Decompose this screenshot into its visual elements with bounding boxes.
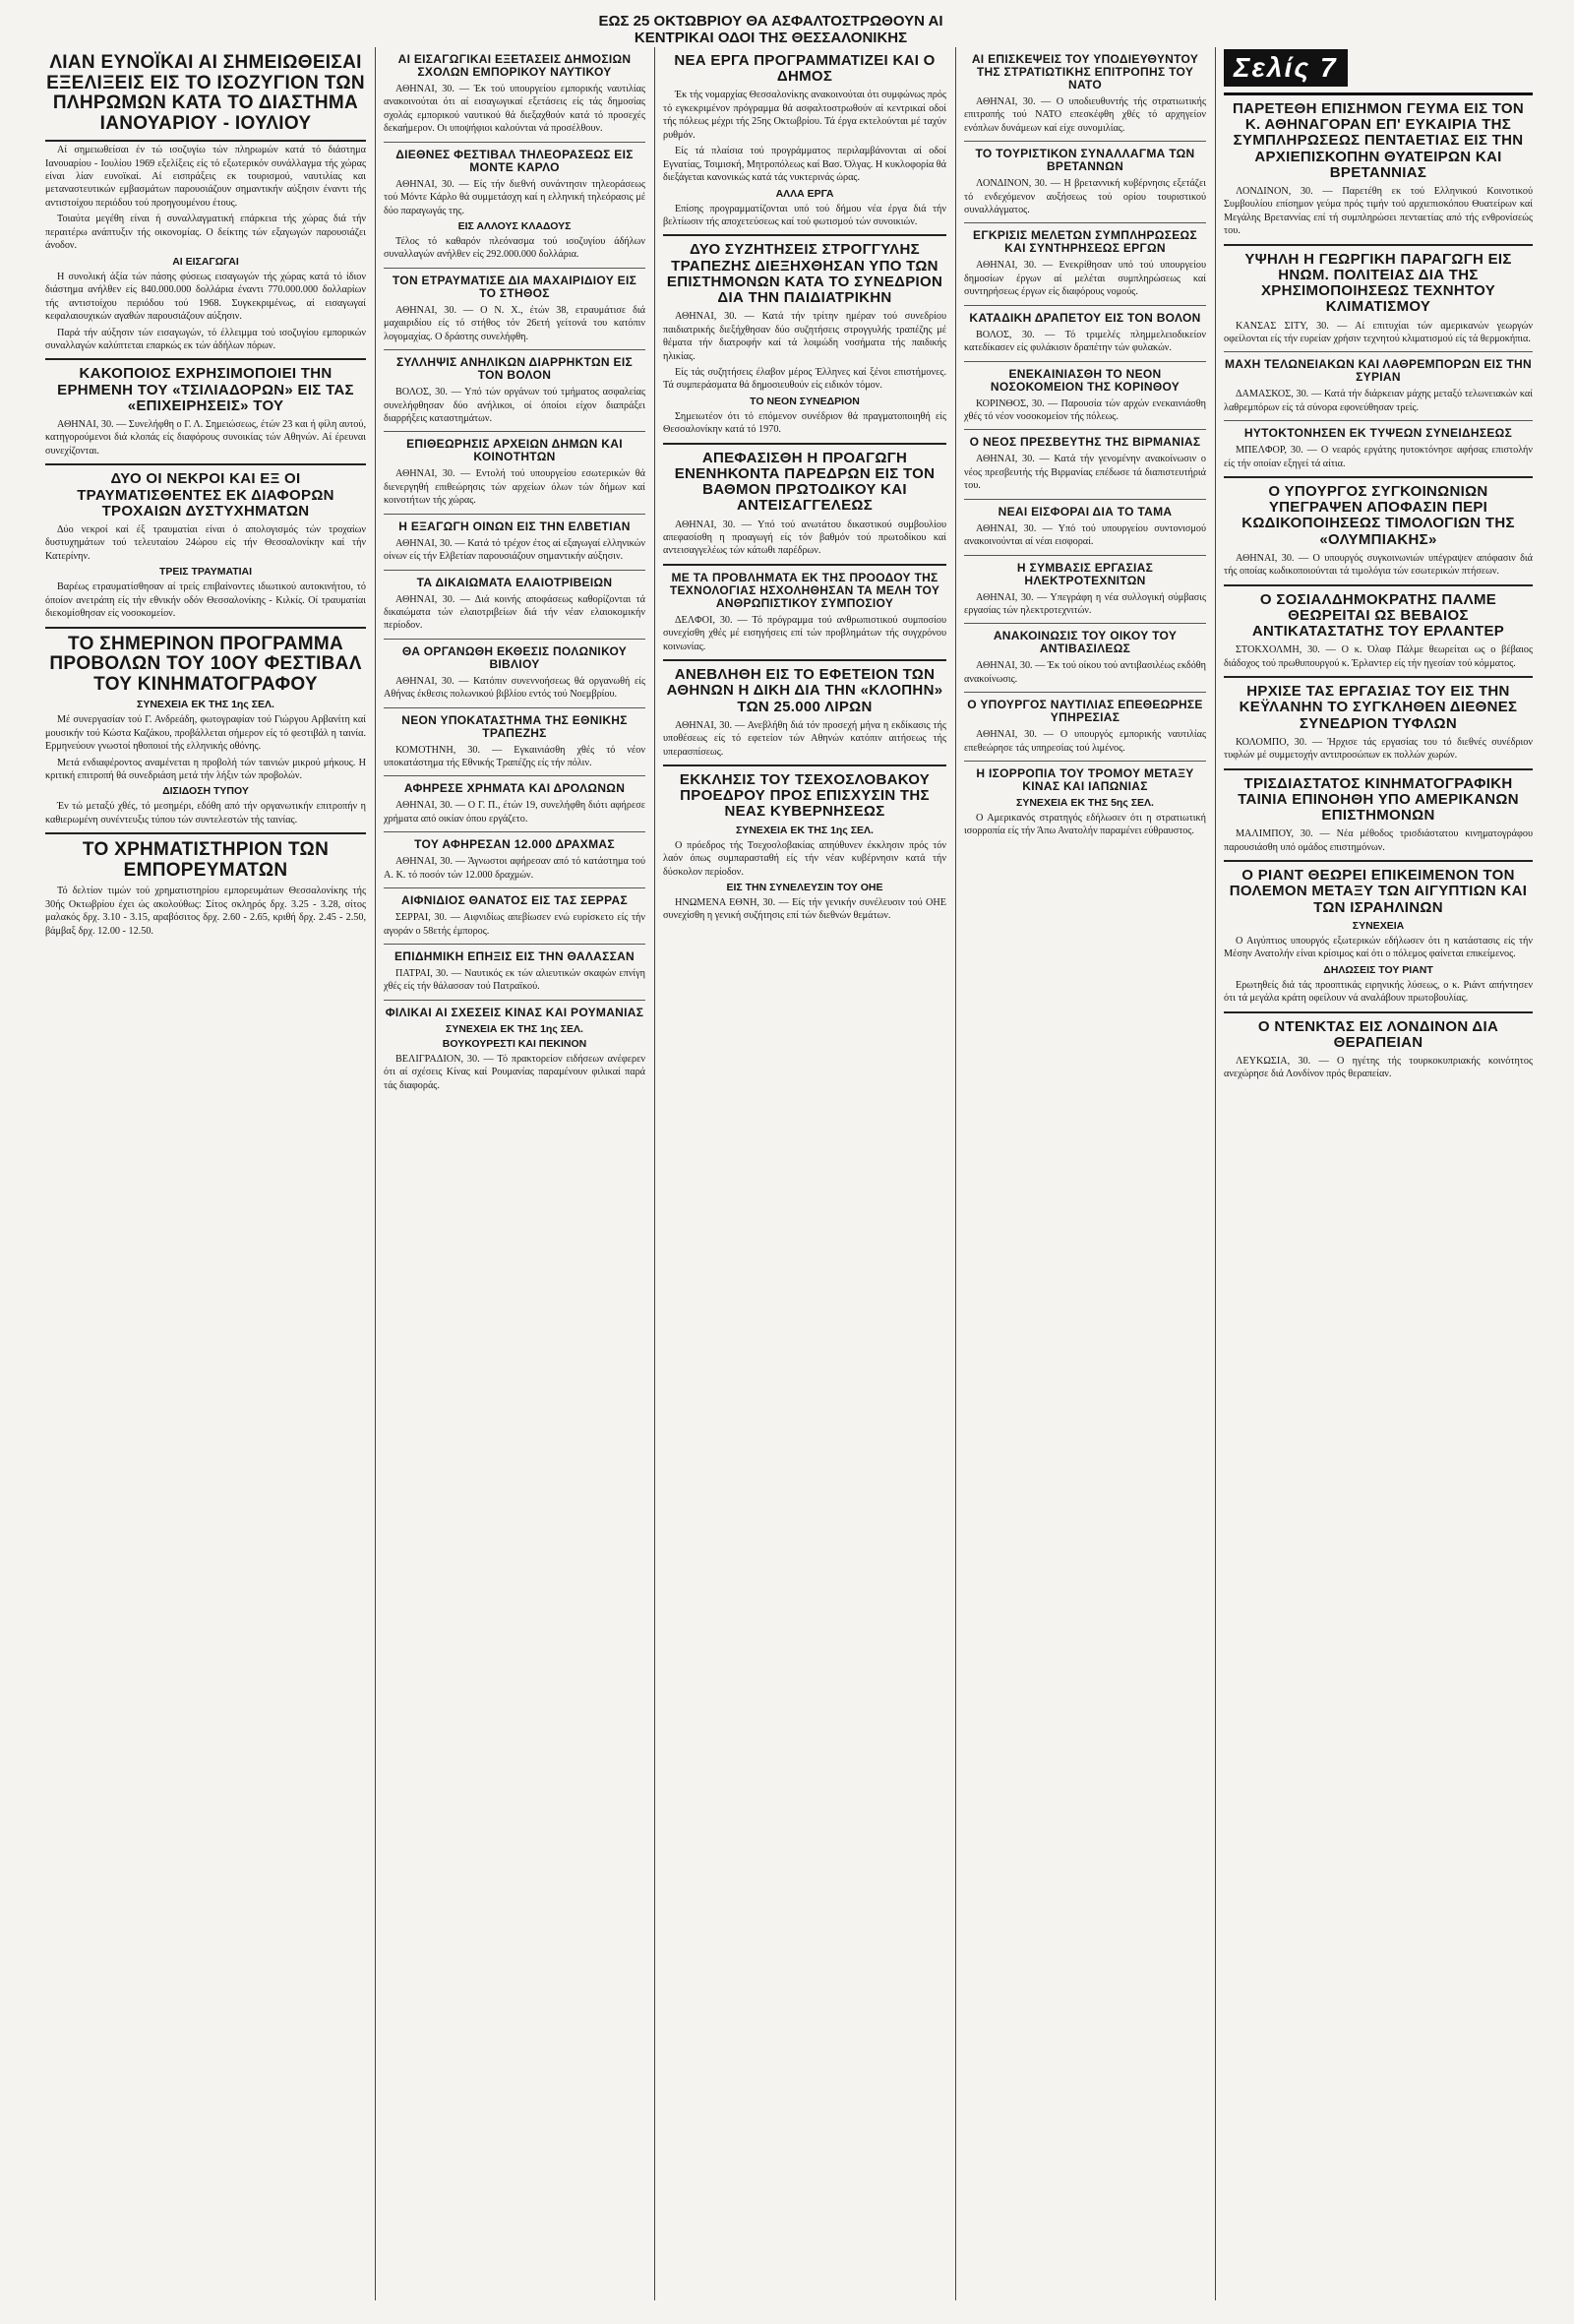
divider [964,692,1206,693]
article-headline: ΔΥΟ ΣΥΖΗΤΗΣΕΙΣ ΣΤΡΟΓΓΥΛΗΣ ΤΡΑΠΕΖΗΣ ΔΙΕΞΗΧΘΗΣΑΝ ΥΠΟ ΤΩΝ ΕΠΙΣΤΗΜΟΝΩΝ ΚΑΤΑ ΤΟ ΣΥΝΕΔΡΙΟΝ ΔΙΑ ΤΗΝ ΠΑΙΔΙΑΤΡΙΚΗΝ [666,241,943,307]
divider [964,429,1206,430]
article-headline: ΤΟΝ ΕΤΡΑΥΜΑΤΙΣΕ ΔΙΑ ΜΑΧΑΙΡΙΔΙΟΥ ΕΙΣ ΤΟ ΣΤΗΘΟΣ [392,273,637,300]
divider [1224,768,1533,770]
article-headline: ΜΕ ΤΑ ΠΡΟΒΛΗΜΑΤΑ ΕΚ ΤΗΣ ΠΡΟΟΔΟΥ ΤΗΣ ΤΕΧΝΟΛΟΓΙΑΣ ΗΣΧΟΛΗΘΗΣΑΝ ΤΑ ΜΕΛΗ ΤΟΥ ΑΝΘΡΩΠΙΣΤΙΚΟΥ ΣΥΜΠΟΣΙΟΥ [669,570,940,610]
article-body: Σημειωτέον ότι τό επόμενον συνέδριον θά πραγματοποιηθή είς Θεσσαλονίκην κατά τό 1970. [663,410,946,436]
divider [1224,476,1533,478]
section-subhead: ΑΛΛΑ ΕΡΓΑ [775,187,834,200]
article-body: Ο Αιγύπτιος υπουργός εξωτερικών εδήλωσεν ότι η κατάστασις είς τήν Μέσην Ανατολήν είναι κρίσιμος καί ότι ο πόλεμος φαίνεται επικείμενος. [1224,935,1533,960]
article-headline: Ο ΣΟΣΙΑΛΔΗΜΟΚΡΑΤΗΣ ΠΑΛΜΕ ΘΕΩΡΕΙΤΑΙ ΩΣ ΒΕΒΑΙΟΣ ΑΝΤΙΚΑΤΑΣΤΑΤΗΣ ΤΟΥ ΕΡΛΑΝΤΕΡ [1251,590,1505,641]
divider [1224,351,1533,352]
article-body: ΑΘΗΝΑΙ, 30. — Ανεβλήθη διά τόν προσεχή μήνα η εκδίκασις τής υποθέσεως είς τό εφετείον τών Αθηνών κατόπιν αιτήσεως τής υπερασπίσεως. [663,719,946,758]
column-5 [1218,47,1539,2300]
article-headline: ΤΟ ΧΡΗΜΑΤΙΣΤΗΡΙΟΝ ΤΩΝ ΕΜΠΟΡΕΥΜΑΤΩΝ [82,839,330,881]
section-subhead: ΒΟΥΚΟΥΡΕΣΤΙ ΚΑΙ ΠΕΚΙΝΟΝ [442,1037,587,1050]
article-headline: ΕΠΙΔΗΜΙΚΗ ΕΠΗΞΙΣ ΕΙΣ ΤΗΝ ΘΑΛΑΣΣΑΝ [394,949,636,964]
article-body: Ο πρόεδρος τής Τσεχοσλοβακίας απηύθυνεν έκκλησιν πρός τόν λαόν όπως συμπαρασταθή είς τήν νέαν κυβέρνησιν κατά τήν δύσκολον περίοδον. [663,839,946,878]
divider [663,443,946,445]
article-body: ΚΟΛΟΜΠΟ, 30. — Ήρχισε τάς εργασίας του τό διεθνές συνέδριον τυφλών μέ συμμετοχήν αντιπροσώπων εκ πολλών χωρών. [1224,736,1533,762]
article-headline: Ο ΥΠΟΥΡΓΟΣ ΝΑΥΤΙΛΙΑΣ ΕΠΕΘΕΩΡΗΣΕ ΥΠΗΡΕΣΙΑΣ [967,698,1203,725]
article-body: ΛΟΝΔΙΝΟΝ, 30. — Η βρεταννική κυβέρνησις εξετάζει τό ενδεχόμενον αυξήσεως τού ορίου τουριστικού συναλλάγματος. [964,178,1206,216]
article-headline: ΝΕΑΙ ΕΙΣΦΟΡΑΙ ΔΙΑ ΤΟ ΤΑΜΑ [998,504,1173,519]
article-body: Είς τά πλαίσια τού προγράμματος περιλαμβάνονται αί οδοί Εγνατίας, Τσιμισκή, Μητροπόλεως καί Βασ. Όλγας. Η κυκλοφορία θά διεξάγεται κανονικώς κατά τάς νυκτερινάς ώρας. [663,146,946,184]
divider [45,832,366,834]
divider [384,775,645,776]
article-headline: ΑΦΗΡΕΣΕ ΧΡΗΜΑΤΑ ΚΑΙ ΔΡΟΛΩΝΩΝ [403,781,626,796]
column-divider [654,47,655,2300]
article-body: ΔΕΛΦΟΙ, 30. — Τό πρόγραμμα τού ανθρωπιστικού συμποσίου συνεχίσθη χθές μέ εισηγήσεις επί τών προβλημάτων τής συγχρόνου κοινωνίας. [663,614,946,652]
article-body: ΑΘΗΝΑΙ, 30. — Συνελήφθη ο Γ. Λ. Σημειώσεως, έτών 23 και ή φίλη αυτού, κατηγορούμενοι διά κλοπάς είς διαφόρους συνοικίας τών Αθηνών. Αί έρευναι συνεχίζονται. [45,418,366,457]
divider [384,1000,645,1001]
article-body: ΑΘΗΝΑΙ, 30. — Ενεκρίθησαν υπό τού υπουργείου δημοσίων έργων αί μελέται συμπληρώσεως καί συντηρήσεως έργων είς διαφόρους νομούς. [964,260,1206,298]
divider [1224,1011,1533,1013]
column-divider [375,47,376,2300]
divider [384,431,645,432]
article-body: Δύο νεκροί καί έξ τραυματίαι είναι ό απολογισμός τών τροχαίων δυστυχημάτων τού τελευταίου 24ώρου είς τήν Θεσσαλονίκην καί τήν Κατερίνην. [45,523,366,562]
article-body: Ο Αμερικανός στρατηγός εδήλωσεν ότι η στρατιωτική ισορροπία είς τήν Άπω Ανατολήν παραμένει εύθραυστος. [964,812,1206,837]
article-body: Έκ τής νομαρχίας Θεσσαλονίκης ανακοινούται ότι συμφώνως πρός τό εγκεκριμένον πρόγραμμα θά ασφαλτοστρωθούν αί κεντρικαί οδοί τής πόλεως μέχρι τής 25ης Οκτωβρίου. Τά έργα εκτελούνται μέ ταχύν ρυθμόν. [663,90,946,141]
divider [384,570,645,571]
article-body: ΑΘΗΝΑΙ, 30. — Είς τήν διεθνή συνάντησιν τηλεοράσεως τού Μόντε Κάρλο θά συμμετάσχη καί η ελληνική τηλεόρασις μέ δύο παραγωγάς της. [384,178,645,216]
article-body: ΑΘΗΝΑΙ, 30. — Κατά τήν τρίτην ημέραν τού συνεδρίου παιδιατρικής διεξήχθησαν δύο συζητήσεις στρογγυλής τραπέζης μέ θέματα τήν διατροφήν καί τά λοιμώδη νοσήματα τής παιδικής ηλικίας. [663,311,946,362]
article-body: ΛΕΥΚΩΣΙΑ, 30. — Ο ηγέτης τής τουρκοκυπριακής κοινότητος ανεχώρησε διά Λονδίνον πρός θεραπείαν. [1224,1055,1533,1080]
article-body: ΚΟΜΟΤΗΝΗ, 30. — Εγκαινιάσθη χθές τό νέον υποκατάστημα τής Εθνικής Τραπέζης είς τήν πόλιν. [384,744,645,769]
article-headline: Η ΙΣΟΡΡΟΠΙΑ ΤΟΥ ΤΡΟΜΟΥ ΜΕΤΑΞΥ ΚΙΝΑΣ ΚΑΙ ΙΑΠΩΝΙΑΣ [976,766,1194,793]
article-body: Αί σημειωθείσαι έν τώ ισοζυγίω τών πληρωμών κατά τό διάστημα Ιανουαρίου - Ιουλίου 1969 εξελίξεις είς τό εξωτερικόν συνάλλαγμα τής χώρας είναι λίαν ευνοϊκαί. Αί εισπράξεις εκ τουρισμού, ναυτιλίας και μεταναστευτικών εμβασμάτων παρουσιάζουν σημαντικήν αύξησιν έναντι τής αντιστοίχου περιόδου τού προηγουμένου έτους. [45,145,366,209]
divider [384,707,645,708]
article-body: ΚΑΝΣΑΣ ΣΙΤΥ, 30. — Αί επιτυχίαι τών αμερικανών γεωργών οφείλονται είς τήν ευρείαν χρήσιν τεχνητού κλιματισμού είς τά θερμοκήπια. [1224,320,1533,344]
article-body: Τέλος τό καθαρόν πλεόνασμα τού ισοζυγίου άδήλων συναλλαγών ανήλθεν είς 292.000.000 δολλάρια. [384,235,645,261]
article-body: ΣΕΡΡΑΙ, 30. — Αιφνιδίως απεβίωσεν ενώ ευρίσκετο είς τήν αγοράν ο 58ετής έμπορος. [384,912,645,937]
article-headline: Η ΣΥΜΒΑΣΙΣ ΕΡΓΑΣΙΑΣ ΗΛΕΚΤΡΟΤΕΧΝΙΤΩΝ [1016,560,1154,587]
divider [663,764,946,766]
column-3 [657,47,952,2300]
article-body: Ερωτηθείς διά τάς προοπτικάς ειρηνικής λύσεως, ο κ. Ριάντ απήντησεν ότι τά μεγάλα κράτη οφείλουν νά αναλάβουν πρωτοβουλίας. [1224,979,1533,1005]
section-subhead: ΔΙΣΙΔΟΣΗ ΤΥΠΟΥ [162,785,249,798]
column-4 [958,47,1212,2300]
article-headline: ΕΓΚΡΙΣΙΣ ΜΕΛΕΤΩΝ ΣΥΜΠΛΗΡΩΣΕΩΣ ΚΑΙ ΣΥΝΤΗΡΗΣΕΩΣ ΕΡΓΩΝ [973,228,1197,256]
article-headline: ΛΙΑΝ ΕΥΝΟΪΚΑΙ ΑΙ ΣΗΜΕΙΩΘΕΙΣΑΙ ΕΞΕΛΙΞΕΙΣ ΕΙΣ ΤΟ ΙΣΟΖΥΓΙΟΝ ΤΩΝ ΠΛΗΡΩΜΩΝ ΚΑΤΑ ΤΟ ΔΙΑΣΤΗΜΑ ΙΑΝΟΥΑΡΙΟΥ - ΙΟΥΛΙΟΥ [46,52,365,134]
article-headline: ΤΑ ΔΙΚΑΙΩΜΑΤΑ ΕΛΑΙΟΤΡΙΒΕΙΩΝ [416,575,613,589]
divider [384,349,645,350]
article-headline: ΑΝΕΒΛΗΘΗ ΕΙΣ ΤΟ ΕΦΕΤΕΙΟΝ ΤΩΝ ΑΘΗΝΩΝ Η ΔΙΚΗ ΔΙΑ ΤΗΝ «ΚΛΟΠΗΝ» ΤΩΝ 25.000 ΛΙΡΩΝ [666,666,943,715]
article-body: ΑΘΗΝΑΙ, 30. — Ο υπουργός εμπορικής ναυτιλίας επεθεώρησε τάς υπηρεσίας τού λιμένος. [964,729,1206,754]
continuation-note: ΣΥΝΕΧΕΙΑ ΕΚ ΤΗΣ 1ης ΣΕΛ. [137,699,274,711]
article-headline: Ο ΝΤΕΝΚΤΑΣ ΕΙΣ ΛΟΝΔΙΝΟΝ ΔΙΑ ΘΕΡΑΠΕΙΑΝ [1257,1017,1499,1051]
article-headline: ΚΑΤΑΔΙΚΗ ΔΡΑΠΕΤΟΥ ΕΙΣ ΤΟΝ ΒΟΛΟΝ [969,310,1201,325]
article-body: ΗΝΩΜΕΝΑ ΕΘΝΗ, 30. — Είς τήν γενικήν συνέλευσιν τού ΟΗΕ συνεχίσθη η γενική συζήτησις επί τών διεθνών θεμάτων. [663,897,946,922]
article-body: Επίσης προγραμματίζονται υπό τού δήμου νέα έργα διά τήν βελτίωσιν τής αποχετεύσεως καί τού φωτισμού τών συνοικιών. [663,203,946,227]
divider [964,305,1206,306]
article-body: ΑΘΗΝΑΙ, 30. — Υπεγράφη η νέα συλλογική σύμβασις εργασίας τών ηλεκτροτεχνιτών. [964,591,1206,616]
article-body: Μέ συνεργασίαν τού Γ. Ανδρεάδη, φωτογραφίαν τού Γιώργου Αρβανίτη καί μουσικήν τού Κώστα Καζάκου, προβάλλεται σήμερον είς τό φεστιβάλ η ταινία. Ερμηνεύουν γνωστοί ηθοποιοί τής ελληνικής οθόνης. [45,714,366,753]
column-divider [1215,47,1216,2300]
article-headline: ΔΥΟ ΟΙ ΝΕΚΡΟΙ ΚΑΙ ΕΞ ΟΙ ΤΡΑΥΜΑΤΙΣΘΕΝΤΕΣ ΕΚ ΔΙΑΦΟΡΩΝ ΤΡΟΧΑΙΩΝ ΔΥΣΤΥΧΗΜΑΤΩΝ [77,470,334,520]
divider [663,234,946,236]
article-body: ΜΑΛΙΜΠΟΥ, 30. — Νέα μέθοδος τρισδιάστατου κινηματογράφου παρουσιάσθη υπό ομάδος επιστημόνων. [1224,828,1533,853]
article-headline: ΣΥΛΛΗΨΙΣ ΑΝΗΛΙΚΩΝ ΔΙΑΡΡΗΚΤΩΝ ΕΙΣ ΤΟΝ ΒΟΛΟΝ [396,355,633,383]
divider [45,140,366,142]
divider [384,639,645,640]
article-headline: ΔΙΕΘΝΕΣ ΦΕΣΤΙΒΑΛ ΤΗΛΕΟΡΑΣΕΩΣ ΕΙΣ ΜΟΝΤΕ ΚΑΡΛΟ [395,147,634,174]
article-headline: Ο ΡΙΑΝΤ ΘΕΩΡΕΙ ΕΠΙΚΕΙΜΕΝΟΝ ΤΟΝ ΠΟΛΕΜΟΝ ΜΕΤΑΞΥ ΤΩΝ ΑΙΓΥΠΤΙΩΝ ΚΑΙ ΤΩΝ ΙΣΡΑΗΛΙΝΩΝ [1229,867,1528,916]
column-1 [39,47,372,2300]
article-body: Μετά ενδιαφέροντος αναμένεται η προβολή τών ταινιών μικρού μήκους. Η κριτική επιτροπή θά συνεδριάση μετά τήν λήξιν τών προβολών. [45,757,366,781]
divider [45,463,366,465]
divider [964,499,1206,500]
article-body: ΒΕΛΙΓΡΑΔΙΟΝ, 30. — Τό πρακτορείον ειδήσεων ανέφερεν ότι αί σχέσεις Κίνας καί Ρουμανίας παραμένουν φιλικαί παρά τάς διαφοράς. [384,1053,645,1091]
divider [384,944,645,945]
article-body: Τό δελτίον τιμών τού χρηματιστηρίου εμπορευμάτων Θεσσαλονίκης τής 30ής Οκτωβρίου έχει ώς ακολούθως: Σίτος σκληρός δρχ. 3.25 - 3.28, σίτος μαλακός δρχ. 3.10 - 3.15, αραβόσιτος δρχ. 2.60 - 2.65, κριθή δρχ. 2.45 - 2.50, βάμβαξ δρχ. 12.00 - 12.50. [45,886,366,937]
article-body: ΑΘΗΝΑΙ, 30. — Άγνωστοι αφήρεσαν από τό κατάστημα τού Α. Κ. τό ποσόν τών 12.000 δραχμών. [384,856,645,881]
divider [964,623,1206,624]
article-headline: ΤΟ ΣΗΜΕΡΙΝΟΝ ΠΡΟΓΡΑΜΜΑ ΠΡΟΒΟΛΩΝ ΤΟΥ 10ΟΥ ΦΕΣΤΙΒΑΛ ΤΟΥ ΚΙΝΗΜΑΤΟΓΡΑΦΟΥ [49,633,362,695]
divider [45,627,366,629]
article-headline: ΠΑΡΕΤΕΘΗ ΕΠΙΣΗΜΟΝ ΓΕΥΜΑ ΕΙΣ ΤΟΝ Κ. ΑΘΗΝΑΓΟΡΑΝ ΕΠ' ΕΥΚΑΙΡΙΑ ΤΗΣ ΣΥΜΠΛΗΡΩΣΕΩΣ ΠΕΝΤΑΕΤΙΑΣ ΕΙΣ ΤΗΝ ΑΡΧΙΕΠΙΣΚΟΠΗΝ ΘΥΑΤΕΙΡΩΝ ΚΑΙ ΒΡΕΤΑΝΝΙΑΣ [1232,100,1525,181]
divider [1224,92,1533,95]
article-body: ΑΘΗΝΑΙ, 30. — Ο Γ. Π., έτών 19, συνελήφθη διότι αφήρεσε χρήματα από οικίαν όπου εργάζετο. [384,800,645,825]
article-body: Είς τάς συζητήσεις έλαβον μέρος Έλληνες καί ξένοι επιστήμονες. Τά συμπεράσματα θά δημοσιευθούν είς ειδικόν τόμον. [663,367,946,392]
article-body: ΜΠΕΛΦΟΡ, 30. — Ο νεαρός εργάτης ηυτοκτόνησε αφήσας επιστολήν είς τήν οποίαν εξηγεί τά αίτια. [1224,445,1533,469]
article-body: ΑΘΗΝΑΙ, 30. — Κατόπιν συνεννοήσεως θά οργανωθή είς Αθήνας έκθεσις πολωνικού βιβλίου εντός τού Νοεμβρίου. [384,675,645,701]
divider [1224,860,1533,862]
article-headline: ΥΨΗΛΗ Η ΓΕΩΡΓΙΚΗ ΠΑΡΑΓΩΓΗ ΕΙΣ ΗΝΩΜ. ΠΟΛΙΤΕΙΑΣ ΔΙΑ ΤΗΣ ΧΡΗΣΙΜΟΠΟΙΗΣΕΩΣ ΤΕΧΝΗΤΟΥ ΚΛΙΜΑΤΙΣΜΟΥ [1244,250,1512,316]
divider [663,659,946,661]
article-body: ΔΑΜΑΣΚΟΣ, 30. — Κατά τήν διάρκειαν μάχης μεταξύ τελωνειακών καί λαθρεμπόρων είς τά σύνορα εφονεύθησαν τρείς. [1224,389,1533,413]
section-subhead: ΤΟ ΝΕΟΝ ΣΥΝΕΔΡΙΟΝ [750,395,860,407]
section-subhead: ΑΙ ΕΙΣΑΓΩΓΑΙ [172,255,239,268]
divider [964,361,1206,362]
article-headline: Ο ΥΠΟΥΡΓΟΣ ΣΥΓΚΟΙΝΩΝΙΩΝ ΥΠΕΓΡΑΨΕΝ ΑΠΟΦΑΣΙΝ ΠΕΡΙ ΚΩΔΙΚΟΠΟΙΗΣΕΩΣ ΤΙΜΟΛΟΓΙΩΝ ΤΗΣ «ΟΛΥΜΠΙΑΚΗΣ» [1241,483,1515,548]
article-headline: ΑΠΕΦΑΣΙΣΘΗ Η ΠΡΟΑΓΩΓΗ ΕΝΕΝΗΚΟΝΤΑ ΠΑΡΕΔΡΩΝ ΕΙΣ ΤΟΝ ΒΑΘΜΟΝ ΠΡΩΤΟΔΙΚΟΥ ΚΑΙ ΑΝΤΕΙΣΑΓΓΕΛΕΩΣ [674,449,936,515]
continuation-note: ΣΥΝΕΧΕΙΑ ΕΚ ΤΗΣ 1ης ΣΕΛ. [736,824,874,836]
article-body: ΑΘΗΝΑΙ, 30. — Υπό τού υπουργείου συντονισμού ανακοινούνται αί νέαι εισφοραί. [964,522,1206,548]
article-body: ΛΟΝΔΙΝΟΝ, 30. — Παρετέθη εκ τού Ελληνικού Κοινοτικού Συμβουλίου επίσημον γεύμα πρός τιμήν τού αρχιεπισκόπου Θυατείρων καί Μεγάλης Βρεταννίας επί τή συμπληρώσει πενταετίας από τής ενθρονίσεώς του. [1224,185,1533,237]
article-body: ΑΘΗΝΑΙ, 30. — Εντολή τού υπουργείου εσωτερικών θά διενεργηθή επιθεώρησις τών αρχείων όλων τών δήμων καί κοινοτήτων τής χώρας. [384,468,645,507]
article-headline: ΑΝΑΚΟΙΝΩΣΙΣ ΤΟΥ ΟΙΚΟΥ ΤΟΥ ΑΝΤΙΒΑΣΙΛΕΩΣ [993,629,1178,656]
article-headline: ΗΡΧΙΣΕ ΤΑΣ ΕΡΓΑΣΙΑΣ ΤΟΥ ΕΙΣ ΤΗΝ ΚΕΫΛΑΝΗΝ ΤΟ ΣΥΓΚΛΗΘΕΝ ΔΙΕΘΝΕΣ ΣΥΝΕΔΡΙΟΝ ΤΥΦΛΩΝ [1239,683,1518,732]
article-body: ΑΘΗΝΑΙ, 30. — Ο υποδιευθυντής τής στρατιωτικής επιτροπής τού ΝΑΤΟ επεσκέφθη χθές τό αρχηγείον ενόπλων δυνάμεων καί είχε συνομιλίας. [964,95,1206,134]
article-body: Παρά τήν αύξησιν τών εισαγωγών, τό έλλειμμα τού ισοζυγίου εμπορικών συναλλαγών καλύπτεται επαρκώς εκ τών άδήλων πόρων. [45,327,366,351]
article-headline: ΕΚΚΛΗΣΙΣ ΤΟΥ ΤΣΕΧΟΣΛΟΒΑΚΟΥ ΠΡΟΕΔΡΟΥ ΠΡΟΣ ΕΠΙΣΧΥΣΙΝ ΤΗΣ ΝΕΑΣ ΚΥΒΕΡΝΗΣΕΩΣ [679,771,931,821]
column-2 [378,47,651,2300]
banner-headline: ΕΩΣ 25 ΟΚΤΩΒΡΙΟΥ ΘΑ ΑΣΦΑΛΤΟΣΤΡΩΘΟΥΝ ΑΙ ΚΕΝΤΡΙΚΑΙ ΟΔΟΙ ΤΗΣ ΘΕΣΣΑΛΟΝΙΚΗΣ [598,13,943,46]
divider [1224,676,1533,678]
article-body: ΑΘΗΝΑΙ, 30. — Έκ τού υπουργείου εμπορικής ναυτιλίας ανακοινούται ότι αί εισαγωγικαί εξετάσεις είς τάς δημοσίας σχολάς εμπορικού ναυτικού θά διεξαχθούν κατά τό προσεχές δεκαήμερον. Οι υποψήφιοι καλούνται νά προσέλθουν. [384,83,645,135]
article-body: ΑΘΗΝΑΙ, 30. — Υπό τού ανωτάτου δικαστικού συμβουλίου απεφασίσθη η προαγωγή είς τόν βαθμόν τού πρωτοδίκου καί αντεισαγγελέως τών κάτωθι παρέδρων. [663,519,946,557]
divider [384,887,645,888]
column-divider [955,47,956,2300]
article-headline: ΚΑΚΟΠΟΙΟΣ ΕΧΡΗΣΙΜΟΠΟΙΕΙ ΤΗΝ ΕΡΗΜΕΝΗ ΤΟΥ «ΤΣΙΛΙΑΔΟΡΩΝ» ΕΙΣ ΤΑΣ «ΕΠΙΧΕΙΡΗΣΕΙΣ» ΤΟΥ [57,365,354,414]
article-headline: ΤΟ ΤΟΥΡΙΣΤΙΚΟΝ ΣΥΝΑΛΛΑΓΜΑ ΤΩΝ ΒΡΕΤΑΝΝΩΝ [975,147,1195,174]
continuation-note: ΣΥΝΕΧΕΙΑ [1352,919,1405,932]
divider [1224,420,1533,421]
article-headline: ΜΑΧΗ ΤΕΛΩΝΕΙΑΚΩΝ ΚΑΙ ΛΑΘΡΕΜΠΟΡΩΝ ΕΙΣ ΤΗΝ ΣΥΡΙΑΝ [1225,357,1532,385]
article-body: ΑΘΗΝΑΙ, 30. — Κατά τήν γενομένην ανακοίνωσιν ο νέος πρεσβευτής τής Βιρμανίας επέδωσε τά διαπιστευτήριά του. [964,454,1206,492]
article-body: ΑΘΗΝΑΙ, 30. — Έκ τού οίκου τού αντιβασιλέως εκδόθη ανακοίνωσις. [964,660,1206,685]
article-headline: ΤΡΙΣΔΙΑΣΤΑΤΟΣ ΚΙΝΗΜΑΤΟΓΡΑΦΙΚΗ ΤΑΙΝΙΑ ΕΠΙΝΟΗΘΗ ΥΠΟ ΑΜΕΡΙΚΑΝΩΝ ΕΠΙΣΤΗΜΟΝΩΝ [1238,774,1519,825]
article-body: ΑΘΗΝΑΙ, 30. — Ο υπουργός συγκοινωνιών υπέγραψεν απόφασιν διά τής οποίας κωδικοποιούνται τά τιμολόγια τών εσωτερικών πτήσεων. [1224,552,1533,578]
divider [964,222,1206,223]
divider [384,514,645,515]
article-headline: ΑΙΦΝΙΔΙΟΣ ΘΑΝΑΤΟΣ ΕΙΣ ΤΑΣ ΣΕΡΡΑΣ [401,893,628,908]
divider [45,358,366,360]
article-body: ΒΟΛΟΣ, 30. — Τό τριμελές πλημμελειοδικείον κατεδίκασεν είς φυλάκισιν δραπέτην τών φυλακών. [964,329,1206,354]
divider [384,268,645,269]
article-headline: ΦΙΛΙΚΑΙ ΑΙ ΣΧΕΣΕΙΣ ΚΙΝΑΣ ΚΑΙ ΡΟΥΜΑΝΙΑΣ [385,1005,644,1019]
article-headline: ΕΠΙΘΕΩΡΗΣΙΣ ΑΡΧΕΙΩΝ ΔΗΜΩΝ ΚΑΙ ΚΟΙΝΟΤΗΤΩΝ [406,437,623,464]
divider [384,142,645,143]
section-subhead: ΕΙΣ ΤΗΝ ΣΥΝΕΛΕΥΣΙΝ ΤΟΥ ΟΗΕ [726,882,883,893]
article-body: ΒΟΛΟΣ, 30. — Υπό τών οργάνων τού τμήματος ασφαλείας συνελήφθησαν δύο ανήλικοι, οί όποίοι είχον διαπράξει διαρρήξεις καταστημάτων. [384,387,645,424]
article-body: Βαρέως ετραυματίσθησαν αί τρείς επιβαίνοντες ιδιωτικού αυτοκινήτου, τό όποίον ανετράπη είς τήν εθνικήν οδόν Θεσσαλονίκης - Κιλκίς. Οί τραυματίαι διεκομίσθησαν είς νοσοκομείον. [45,581,366,620]
article-headline: Ο ΝΕΟΣ ΠΡΕΣΒΕΥΤΗΣ ΤΗΣ ΒΙΡΜΑΝΙΑΣ [969,435,1201,450]
article-headline: Η ΕΞΑΓΩΓΗ ΟΙΝΩΝ ΕΙΣ ΤΗΝ ΕΛΒΕΤΙΑΝ [398,519,631,533]
divider [384,831,645,832]
divider [663,564,946,566]
article-body: ΣΤΟΚΧΟΛΜΗ, 30. — Ο κ. Όλαφ Πάλμε θεωρείται ως ο βέβαιος διάδοχος τού πρωθυπουργού κ. Έρλαντερ είς τήν ηγεσίαν τού κόμματος. [1224,644,1533,669]
article-body: Η συνολική άξία τών πάσης φύσεως εισαγωγών τής χώρας κατά τό ίδιον διάστημα ανήλθεν είς 840.000.000 δολλάρια έναντι 770.000.000 δολλαρίων τής αντιστοίχου περιόδου τού 1968. Συγκεκριμένως, αί εισαγωγαί κεφαλαιουχικών αγαθών παρουσιάζουν αύξησιν. [45,271,366,323]
section-subhead: ΤΡΕΙΣ ΤΡΑΥΜΑΤΙΑΙ [158,566,253,579]
article-body: ΑΘΗΝΑΙ, 30. — Διά κοινής αποφάσεως καθορίζονται τά δικαιώματα τών ελαιοτριβείων διά τήν νέαν ελαιοκομικήν περίοδον. [384,593,645,632]
article-headline: ΕΝΕΚΑΙΝΙΑΣΘΗ ΤΟ ΝΕΟΝ ΝΟΣΟΚΟΜΕΙΟΝ ΤΗΣ ΚΟΡΙΝΘΟΥ [990,366,1180,394]
section-subhead: ΕΙΣ ΑΛΛΟΥΣ ΚΛΑΔΟΥΣ [457,219,572,232]
page-number-logo: Σελίς 7 [1224,49,1348,87]
article-headline: ΘΑ ΟΡΓΑΝΩΘΗ ΕΚΘΕΣΙΣ ΠΟΛΩΝΙΚΟΥ ΒΙΒΛΙΟΥ [401,643,628,671]
article-headline: ΑΙ ΕΙΣΑΓΩΓΙΚΑΙ ΕΞΕΤΑΣΕΙΣ ΔΗΜΟΣΙΩΝ ΣΧΟΛΩΝ ΕΜΠΟΡΙΚΟΥ ΝΑΥΤΙΚΟΥ [397,52,632,79]
article-headline: ΗΥΤΟΚΤΟΝΗΣΕΝ ΕΚ ΤΥΨΕΩΝ ΣΥΝΕΙΔΗΣΕΩΣ [1243,426,1513,441]
divider [964,141,1206,142]
article-headline: ΝΕΟΝ ΥΠΟΚΑΤΑΣΤΗΜΑ ΤΗΣ ΕΘΝΙΚΗΣ ΤΡΑΠΕΖΗΣ [401,712,628,740]
article-body: ΚΟΡΙΝΘΟΣ, 30. — Παρουσία τών αρχών ενεκαινιάσθη χθές τό νέον νοσοκομείον τής πόλεως. [964,398,1206,422]
divider [1224,244,1533,246]
section-subhead: ΔΗΛΩΣΕΙΣ ΤΟΥ ΡΙΑΝΤ [1323,963,1433,976]
article-headline: ΤΟΥ ΑΦΗΡΕΣΑΝ 12.000 ΔΡΑΧΜΑΣ [414,837,615,852]
article-headline: ΑΙ ΕΠΙΣΚΕΨΕΙΣ ΤΟΥ ΥΠΟΔΙΕΥΘΥΝΤΟΥ ΤΗΣ ΣΤΡΑΤΙΩΤΙΚΗΣ ΕΠΙΤΡΟΠΗΣ ΤΟΥ ΝΑΤΟ [971,52,1199,92]
article-body: Έν τώ μεταξύ χθές, τό μεσημέρι, εδόθη από τήν οργανωτικήν επιτροπήν η καθιερωμένη συνέντευξις τύπου τών συντελεστών τής ταινίας. [45,801,366,826]
article-body: ΑΘΗΝΑΙ, 30. — Ο Ν. Χ., έτών 38, ετραυμάτισε διά μαχαιριδίου είς τό στήθος τόν 26ετή γείτονά του κατόπιν λογομαχίας. Ο δράστης συνελήφθη. [384,304,645,342]
article-body: ΠΑΤΡΑΙ, 30. — Ναυτικός εκ τών αλιευτικών σκαφών επνίγη χθές είς τήν θάλασσαν τού Πατραϊκού. [384,968,645,993]
continuation-note: ΣΥΝΕΧΕΙΑ ΕΚ ΤΗΣ 5ης ΣΕΛ. [1016,796,1154,809]
divider [964,761,1206,762]
article-headline: ΝΕΑ ΕΡΓΑ ΠΡΟΓΡΑΜΜΑΤΙΖΕΙ ΚΑΙ Ο ΔΗΜΟΣ [674,52,936,86]
divider [964,555,1206,556]
article-body: Τοιαύτα μεγέθη είναι ή συναλλαγματική επάρκεια τής χώρας διά τήν περαιτέρω ανάπτυξιν τής οικονομίας. Ο δείκτης τών εξαγωγών παρουσιάζει άνοδον. [45,214,366,252]
continuation-note: ΣΥΝΕΧΕΙΑ ΕΚ ΤΗΣ 1ης ΣΕΛ. [446,1022,583,1035]
divider [1224,584,1533,586]
article-body: ΑΘΗΝΑΙ, 30. — Κατά τό τρέχον έτος αί εξαγωγαί ελληνικών οίνων είς τήν Ελβετίαν παρουσιάζουν σημαντικήν αύξησιν. [384,537,645,563]
